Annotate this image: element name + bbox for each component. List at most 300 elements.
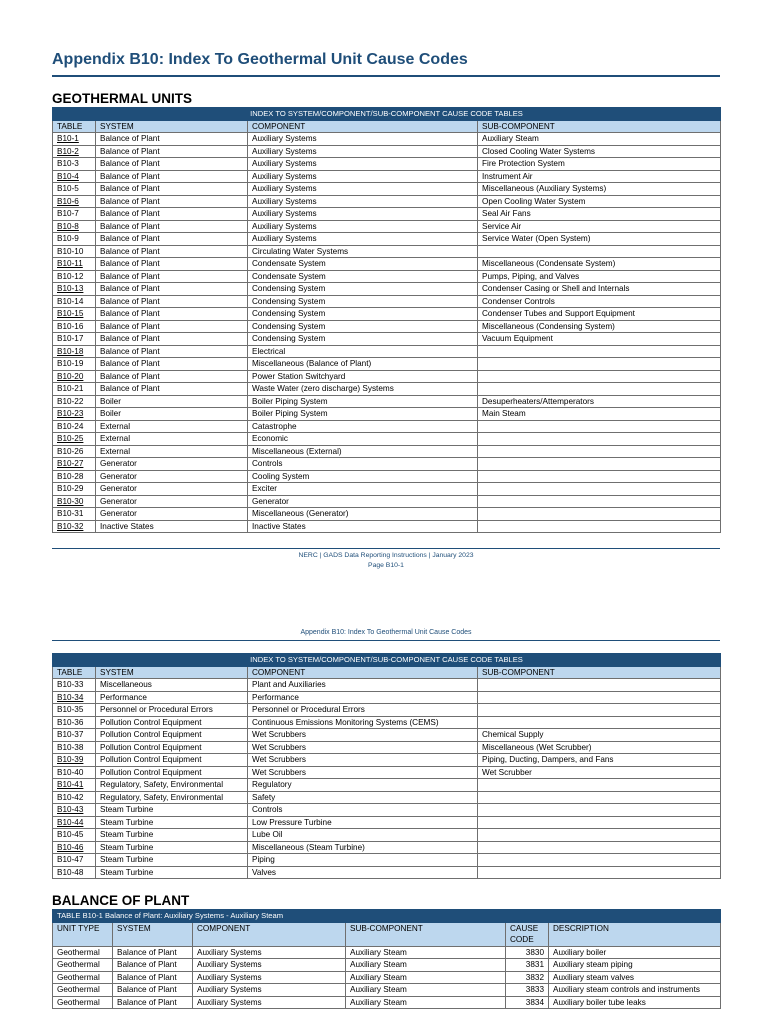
unit-type-cell: Geothermal bbox=[53, 996, 113, 1009]
component-cell: Controls bbox=[248, 804, 478, 817]
title-rule bbox=[52, 75, 720, 77]
table-row bbox=[53, 133, 721, 146]
table-row bbox=[53, 716, 721, 729]
system-cell: Balance of Plant bbox=[96, 295, 248, 308]
system-cell: Balance of Plant bbox=[96, 383, 248, 396]
component-cell: Auxiliary Systems bbox=[248, 183, 478, 196]
table-link[interactable]: B10-8 bbox=[57, 221, 79, 231]
subcomponent-cell: Fire Protection System bbox=[478, 158, 721, 171]
subcomponent-cell bbox=[478, 508, 721, 521]
cause-code-cell: 3832 bbox=[506, 971, 549, 984]
description-cell: Auxiliary steam piping bbox=[549, 959, 721, 972]
table-row bbox=[53, 996, 721, 1009]
component-cell: Condensing System bbox=[248, 333, 478, 346]
table-id-cell: B10-7 bbox=[53, 208, 96, 221]
component-cell: Condensate System bbox=[248, 270, 478, 283]
table-row bbox=[53, 729, 721, 742]
table-row bbox=[53, 345, 721, 358]
table-row bbox=[53, 754, 721, 767]
table-id-cell: B10-31 bbox=[53, 508, 96, 521]
index-table-2 bbox=[52, 653, 721, 879]
component-cell: Wet Scrubbers bbox=[248, 754, 478, 767]
unit-type-cell: Geothermal bbox=[53, 946, 113, 959]
component-cell: Piping bbox=[248, 854, 478, 867]
system-cell: Balance of Plant bbox=[96, 258, 248, 271]
table-link[interactable]: B10-41 bbox=[57, 780, 84, 789]
footer-publication-line: NERC | GADS Data Reporting Instructions | January 2023 bbox=[298, 552, 474, 559]
subcomponent-cell bbox=[478, 704, 721, 717]
component-cell: Auxiliary Systems bbox=[248, 158, 478, 171]
system-cell: Generator bbox=[96, 483, 248, 496]
index-table-banner: INDEX TO SYSTEM/COMPONENT/SUB-COMPONENT CAUSE CODE TABLES bbox=[53, 108, 721, 121]
component-cell: Condensing System bbox=[248, 283, 478, 296]
cause-code-cell: 3834 bbox=[506, 996, 549, 1009]
component-cell: Condensing System bbox=[248, 295, 478, 308]
table-id-cell: B10-3 bbox=[53, 158, 96, 171]
subcomponent-cell: Condenser Tubes and Support Equipment bbox=[478, 308, 721, 321]
table-row bbox=[53, 258, 721, 271]
column-header-component: COMPONENT bbox=[193, 922, 346, 946]
subcomponent-cell: Instrument Air bbox=[478, 170, 721, 183]
table-id-cell: B10-22 bbox=[53, 395, 96, 408]
system-cell: Balance of Plant bbox=[96, 320, 248, 333]
subcomponent-cell: Main Steam bbox=[478, 408, 721, 421]
table-row bbox=[53, 395, 721, 408]
description-cell: Auxiliary steam valves bbox=[549, 971, 721, 984]
subcomponent-cell: Desuperheaters/Attemperators bbox=[478, 395, 721, 408]
component-cell: Electrical bbox=[248, 345, 478, 358]
component-cell: Auxiliary Systems bbox=[248, 145, 478, 158]
subcomponent-cell: Auxiliary Steam bbox=[478, 133, 721, 146]
table-id-cell bbox=[53, 370, 96, 383]
column-header-cause-code: CAUSE CODE bbox=[506, 922, 549, 946]
table-link[interactable]: B10-46 bbox=[57, 842, 84, 852]
table-link[interactable]: B10-20 bbox=[57, 371, 84, 381]
component-cell: Boiler Piping System bbox=[248, 408, 478, 421]
table-row bbox=[53, 158, 721, 171]
table-link[interactable]: B10-18 bbox=[57, 346, 84, 356]
component-cell: Miscellaneous (Generator) bbox=[248, 508, 478, 521]
system-cell: Steam Turbine bbox=[96, 866, 248, 879]
table-row bbox=[53, 408, 721, 421]
table-link[interactable]: B10-1 bbox=[57, 134, 79, 143]
table-id-cell: B10-19 bbox=[53, 358, 96, 371]
table-id-cell bbox=[53, 495, 96, 508]
table-id-cell bbox=[53, 841, 96, 854]
table-id-cell bbox=[53, 816, 96, 829]
system-cell: Balance of Plant bbox=[113, 959, 193, 972]
system-cell: Balance of Plant bbox=[113, 996, 193, 1009]
system-cell: Boiler bbox=[96, 395, 248, 408]
footer-rule bbox=[52, 548, 720, 549]
component-cell: Auxiliary Systems bbox=[193, 971, 346, 984]
table-row bbox=[53, 866, 721, 879]
component-cell: Economic bbox=[248, 433, 478, 446]
table-row bbox=[53, 358, 721, 371]
table-row bbox=[53, 295, 721, 308]
system-cell: Balance of Plant bbox=[96, 195, 248, 208]
table-id-cell bbox=[53, 133, 96, 146]
system-cell: Balance of Plant bbox=[96, 308, 248, 321]
component-cell: Exciter bbox=[248, 483, 478, 496]
table-id-cell bbox=[53, 458, 96, 471]
component-cell: Miscellaneous (External) bbox=[248, 445, 478, 458]
table-row bbox=[53, 170, 721, 183]
system-cell: Generator bbox=[96, 458, 248, 471]
component-cell: Waste Water (zero discharge) Systems bbox=[248, 383, 478, 396]
table-id-cell: B10-10 bbox=[53, 245, 96, 258]
subcomponent-cell: Condenser Casing or Shell and Internals bbox=[478, 283, 721, 296]
table-id-cell: B10-9 bbox=[53, 233, 96, 246]
table-row bbox=[53, 433, 721, 446]
table-link[interactable]: B10-4 bbox=[57, 171, 79, 181]
table-id-cell: B10-37 bbox=[53, 729, 96, 742]
system-cell: External bbox=[96, 445, 248, 458]
component-cell: Circulating Water Systems bbox=[248, 245, 478, 258]
system-cell: Regulatory, Safety, Environmental bbox=[96, 791, 248, 804]
table-id-cell bbox=[53, 754, 96, 767]
system-cell: Balance of Plant bbox=[96, 220, 248, 233]
subcomponent-cell: Auxiliary Steam bbox=[346, 984, 506, 997]
table-id-cell: B10-36 bbox=[53, 716, 96, 729]
running-header: Appendix B10: Index To Geothermal Unit Cause Codes bbox=[300, 629, 472, 636]
system-cell: Balance of Plant bbox=[96, 145, 248, 158]
table-id-cell bbox=[53, 691, 96, 704]
component-cell: Auxiliary Systems bbox=[193, 996, 346, 1009]
table-row bbox=[53, 458, 721, 471]
system-cell: Pollution Control Equipment bbox=[96, 766, 248, 779]
subcomponent-cell bbox=[478, 495, 721, 508]
table-row bbox=[53, 741, 721, 754]
subcomponent-cell bbox=[478, 791, 721, 804]
table-row bbox=[53, 233, 721, 246]
subcomponent-cell: Miscellaneous (Wet Scrubber) bbox=[478, 741, 721, 754]
component-cell: Lube Oil bbox=[248, 829, 478, 842]
footer-page-number: Page B10-1 bbox=[368, 562, 404, 569]
table-link[interactable]: B10-39 bbox=[57, 755, 84, 764]
system-cell: Pollution Control Equipment bbox=[96, 741, 248, 754]
table-id-cell bbox=[53, 145, 96, 158]
table-row bbox=[53, 495, 721, 508]
section-heading-balance-of-plant: BALANCE OF PLANT bbox=[52, 893, 190, 908]
page-title: Appendix B10: Index To Geothermal Unit Cause Codes bbox=[52, 51, 468, 68]
system-cell: Miscellaneous bbox=[96, 679, 248, 692]
table-id-cell: B10-47 bbox=[53, 854, 96, 867]
subcomponent-cell: Open Cooling Water System bbox=[478, 195, 721, 208]
header-rule bbox=[52, 640, 720, 641]
table-id-cell: B10-35 bbox=[53, 704, 96, 717]
component-cell: Inactive States bbox=[248, 520, 478, 533]
component-cell: Miscellaneous (Balance of Plant) bbox=[248, 358, 478, 371]
subcomponent-cell bbox=[478, 520, 721, 533]
table-link[interactable]: B10-23 bbox=[57, 409, 84, 418]
system-cell: Balance of Plant bbox=[96, 158, 248, 171]
subcomponent-cell bbox=[478, 458, 721, 471]
column-header-table: TABLE bbox=[53, 666, 96, 679]
system-cell: Balance of Plant bbox=[113, 971, 193, 984]
description-cell: Auxiliary boiler bbox=[549, 946, 721, 959]
component-cell: Power Station Switchyard bbox=[248, 370, 478, 383]
column-header-component: COMPONENT bbox=[248, 120, 478, 133]
table-row bbox=[53, 508, 721, 521]
subcomponent-cell bbox=[478, 804, 721, 817]
subcomponent-cell bbox=[478, 358, 721, 371]
component-cell: Valves bbox=[248, 866, 478, 879]
subcomponent-cell: Auxiliary Steam bbox=[346, 996, 506, 1009]
table-id-cell: B10-5 bbox=[53, 183, 96, 196]
component-cell: Auxiliary Systems bbox=[248, 208, 478, 221]
table-row bbox=[53, 959, 721, 972]
column-header-system: SYSTEM bbox=[113, 922, 193, 946]
table-id-cell: B10-38 bbox=[53, 741, 96, 754]
system-cell: Pollution Control Equipment bbox=[96, 716, 248, 729]
component-cell: Regulatory bbox=[248, 779, 478, 792]
table-row bbox=[53, 971, 721, 984]
table-row bbox=[53, 679, 721, 692]
component-cell: Condensate System bbox=[248, 258, 478, 271]
component-cell: Auxiliary Systems bbox=[193, 959, 346, 972]
table-id-cell bbox=[53, 520, 96, 533]
subcomponent-cell: Closed Cooling Water Systems bbox=[478, 145, 721, 158]
table-row bbox=[53, 854, 721, 867]
subcomponent-cell: Pumps, Piping, and Valves bbox=[478, 270, 721, 283]
system-cell: Generator bbox=[96, 495, 248, 508]
table-id-cell bbox=[53, 220, 96, 233]
system-cell: Boiler bbox=[96, 408, 248, 421]
subcomponent-cell: Service Water (Open System) bbox=[478, 233, 721, 246]
system-cell: Steam Turbine bbox=[96, 854, 248, 867]
table-id-cell bbox=[53, 170, 96, 183]
subcomponent-cell bbox=[478, 679, 721, 692]
table-link[interactable]: B10-34 bbox=[57, 692, 84, 702]
component-cell: Generator bbox=[248, 495, 478, 508]
section-heading-geothermal: GEOTHERMAL UNITS bbox=[52, 91, 193, 106]
cause-code-table-b10-1 bbox=[52, 909, 721, 1009]
table-link[interactable]: B10-32 bbox=[57, 521, 84, 531]
system-cell: External bbox=[96, 433, 248, 446]
table-row bbox=[53, 370, 721, 383]
subcomponent-cell bbox=[478, 816, 721, 829]
table-id-cell: B10-33 bbox=[53, 679, 96, 692]
subcomponent-cell: Service Air bbox=[478, 220, 721, 233]
table-row bbox=[53, 829, 721, 842]
system-cell: Balance of Plant bbox=[96, 370, 248, 383]
table-id-cell bbox=[53, 779, 96, 792]
table-link[interactable]: B10-43 bbox=[57, 805, 84, 814]
subcomponent-cell bbox=[478, 345, 721, 358]
unit-type-cell: Geothermal bbox=[53, 984, 113, 997]
table-id-cell: B10-24 bbox=[53, 420, 96, 433]
component-cell: Wet Scrubbers bbox=[248, 729, 478, 742]
subcomponent-cell: Vacuum Equipment bbox=[478, 333, 721, 346]
unit-type-cell: Geothermal bbox=[53, 971, 113, 984]
subcomponent-cell bbox=[478, 445, 721, 458]
subcomponent-cell: Auxiliary Steam bbox=[346, 959, 506, 972]
component-cell: Boiler Piping System bbox=[248, 395, 478, 408]
system-cell: Personnel or Procedural Errors bbox=[96, 704, 248, 717]
table-link[interactable]: B10-6 bbox=[57, 196, 79, 206]
column-header-unit-type: UNIT TYPE bbox=[53, 922, 113, 946]
column-header-system: SYSTEM bbox=[96, 666, 248, 679]
table-id-cell: B10-40 bbox=[53, 766, 96, 779]
system-cell: Balance of Plant bbox=[113, 984, 193, 997]
subcomponent-cell: Miscellaneous (Condensate System) bbox=[478, 258, 721, 271]
component-cell: Continuous Emissions Monitoring Systems (CEMS) bbox=[248, 716, 478, 729]
component-cell: Condensing System bbox=[248, 320, 478, 333]
component-cell: Controls bbox=[248, 458, 478, 471]
component-cell: Auxiliary Systems bbox=[248, 220, 478, 233]
system-cell: Balance of Plant bbox=[96, 208, 248, 221]
component-cell: Low Pressure Turbine bbox=[248, 816, 478, 829]
table-row bbox=[53, 804, 721, 817]
component-cell: Auxiliary Systems bbox=[248, 195, 478, 208]
table-link[interactable]: B10-30 bbox=[57, 496, 84, 506]
table-row bbox=[53, 779, 721, 792]
table-row bbox=[53, 704, 721, 717]
system-cell: Steam Turbine bbox=[96, 816, 248, 829]
system-cell: Balance of Plant bbox=[96, 233, 248, 246]
component-cell: Auxiliary Systems bbox=[193, 946, 346, 959]
table-id-cell bbox=[53, 345, 96, 358]
table-row bbox=[53, 520, 721, 533]
description-cell: Auxiliary steam controls and instruments bbox=[549, 984, 721, 997]
table-row bbox=[53, 445, 721, 458]
column-header-component: COMPONENT bbox=[248, 666, 478, 679]
system-cell: Balance of Plant bbox=[96, 270, 248, 283]
column-header-subcomponent: SUB-COMPONENT bbox=[478, 666, 721, 679]
table-id-cell: B10-29 bbox=[53, 483, 96, 496]
subcomponent-cell bbox=[478, 829, 721, 842]
system-cell: Steam Turbine bbox=[96, 804, 248, 817]
table-id-cell: B10-42 bbox=[53, 791, 96, 804]
component-cell: Plant and Auxiliaries bbox=[248, 679, 478, 692]
table-id-cell: B10-28 bbox=[53, 470, 96, 483]
table-row bbox=[53, 333, 721, 346]
table-row bbox=[53, 145, 721, 158]
column-header-subcomponent: SUB-COMPONENT bbox=[478, 120, 721, 133]
component-cell: Wet Scrubbers bbox=[248, 766, 478, 779]
cause-code-table-banner: TABLE B10-1 Balance of Plant: Auxiliary Systems - Auxiliary Steam bbox=[53, 910, 721, 923]
subcomponent-cell bbox=[478, 370, 721, 383]
table-id-cell bbox=[53, 258, 96, 271]
component-cell: Miscellaneous (Steam Turbine) bbox=[248, 841, 478, 854]
subcomponent-cell bbox=[478, 854, 721, 867]
system-cell: Pollution Control Equipment bbox=[96, 729, 248, 742]
table-link[interactable]: B10-25 bbox=[57, 434, 84, 443]
component-cell: Condensing System bbox=[248, 308, 478, 321]
subcomponent-cell bbox=[478, 383, 721, 396]
system-cell: Steam Turbine bbox=[96, 841, 248, 854]
table-link[interactable]: B10-15 bbox=[57, 309, 84, 318]
index-table-banner: INDEX TO SYSTEM/COMPONENT/SUB-COMPONENT CAUSE CODE TABLES bbox=[53, 654, 721, 667]
table-row bbox=[53, 470, 721, 483]
column-header-table: TABLE bbox=[53, 120, 96, 133]
table-row bbox=[53, 483, 721, 496]
table-link[interactable]: B10-2 bbox=[57, 146, 79, 156]
cause-code-cell: 3831 bbox=[506, 959, 549, 972]
subcomponent-cell: Auxiliary Steam bbox=[346, 971, 506, 984]
table-id-cell: B10-12 bbox=[53, 270, 96, 283]
table-row bbox=[53, 691, 721, 704]
subcomponent-cell: Wet Scrubber bbox=[478, 766, 721, 779]
system-cell: Balance of Plant bbox=[96, 358, 248, 371]
description-cell: Auxiliary boiler tube leaks bbox=[549, 996, 721, 1009]
table-id-cell: B10-48 bbox=[53, 866, 96, 879]
system-cell: External bbox=[96, 420, 248, 433]
system-cell: Pollution Control Equipment bbox=[96, 754, 248, 767]
table-id-cell: B10-14 bbox=[53, 295, 96, 308]
table-row bbox=[53, 791, 721, 804]
table-row bbox=[53, 816, 721, 829]
table-row bbox=[53, 308, 721, 321]
system-cell: Balance of Plant bbox=[96, 183, 248, 196]
system-cell: Generator bbox=[96, 470, 248, 483]
table-row bbox=[53, 208, 721, 221]
table-link[interactable]: B10-27 bbox=[57, 459, 84, 468]
table-id-cell bbox=[53, 283, 96, 296]
system-cell: Balance of Plant bbox=[96, 133, 248, 146]
system-cell: Regulatory, Safety, Environmental bbox=[96, 779, 248, 792]
subcomponent-cell: Piping, Ducting, Dampers, and Fans bbox=[478, 754, 721, 767]
table-link[interactable]: B10-44 bbox=[57, 817, 84, 827]
table-id-cell: B10-16 bbox=[53, 320, 96, 333]
table-row bbox=[53, 270, 721, 283]
table-row bbox=[53, 183, 721, 196]
table-row bbox=[53, 195, 721, 208]
component-cell: Auxiliary Systems bbox=[248, 133, 478, 146]
subcomponent-cell bbox=[478, 420, 721, 433]
column-header-subcomponent: SUB-COMPONENT bbox=[346, 922, 506, 946]
table-link[interactable]: B10-11 bbox=[57, 259, 83, 268]
table-row bbox=[53, 320, 721, 333]
system-cell: Balance of Plant bbox=[96, 283, 248, 296]
table-row bbox=[53, 946, 721, 959]
component-cell: Catastrophe bbox=[248, 420, 478, 433]
unit-type-cell: Geothermal bbox=[53, 959, 113, 972]
component-cell: Performance bbox=[248, 691, 478, 704]
subcomponent-cell bbox=[478, 691, 721, 704]
table-link[interactable]: B10-13 bbox=[57, 284, 84, 293]
table-id-cell bbox=[53, 195, 96, 208]
table-row bbox=[53, 984, 721, 997]
subcomponent-cell: Miscellaneous (Auxiliary Systems) bbox=[478, 183, 721, 196]
subcomponent-cell bbox=[478, 866, 721, 879]
subcomponent-cell bbox=[478, 470, 721, 483]
table-row bbox=[53, 420, 721, 433]
column-header-system: SYSTEM bbox=[96, 120, 248, 133]
component-cell: Wet Scrubbers bbox=[248, 741, 478, 754]
table-row bbox=[53, 220, 721, 233]
table-id-cell bbox=[53, 804, 96, 817]
system-cell: Steam Turbine bbox=[96, 829, 248, 842]
component-cell: Personnel or Procedural Errors bbox=[248, 704, 478, 717]
subcomponent-cell: Seal Air Fans bbox=[478, 208, 721, 221]
subcomponent-cell: Miscellaneous (Condensing System) bbox=[478, 320, 721, 333]
table-id-cell: B10-45 bbox=[53, 829, 96, 842]
table-row bbox=[53, 766, 721, 779]
subcomponent-cell bbox=[478, 433, 721, 446]
subcomponent-cell: Condenser Controls bbox=[478, 295, 721, 308]
component-cell: Auxiliary Systems bbox=[248, 170, 478, 183]
subcomponent-cell bbox=[478, 483, 721, 496]
cause-code-cell: 3833 bbox=[506, 984, 549, 997]
column-header-description: DESCRIPTION bbox=[549, 922, 721, 946]
table-row bbox=[53, 383, 721, 396]
system-cell: Balance of Plant bbox=[96, 333, 248, 346]
subcomponent-cell bbox=[478, 716, 721, 729]
component-cell: Cooling System bbox=[248, 470, 478, 483]
table-id-cell bbox=[53, 408, 96, 421]
